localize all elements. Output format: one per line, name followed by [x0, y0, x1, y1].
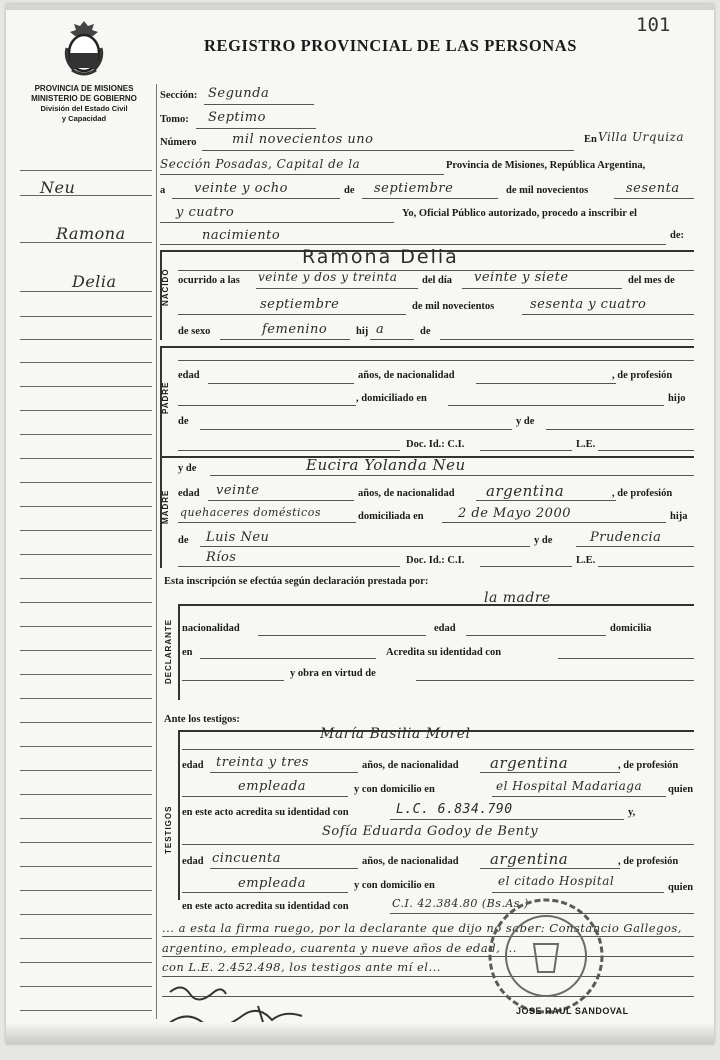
- madre-padre: Luis Neu: [206, 530, 270, 545]
- t1-dom: el Hospital Madariaga: [496, 779, 643, 793]
- padre-hijo-label: hijo: [668, 393, 686, 404]
- hora-value: veinte y dos y treinta: [258, 270, 398, 284]
- de2-label: de: [420, 326, 431, 337]
- t1-edad-label: edad: [182, 760, 204, 771]
- official-seal-icon: [484, 894, 608, 1018]
- notes-text: ... a esta la firma ruego, por la declarante que dijo no saber: Constancio Gallegos, argentino, empleado, cuarenta y nueve años de edad, ...: [162, 921, 682, 955]
- madre-dom: 2 de Mayo 2000: [458, 506, 571, 521]
- sexo-value: femenino: [262, 322, 328, 337]
- decl-en-label: en: [182, 647, 193, 658]
- padre-prof-label: , de profesión: [612, 370, 673, 381]
- numero-value: mil novecientos uno: [232, 132, 374, 147]
- testigo1-name: María Basilia Morel: [320, 726, 471, 742]
- notes-text-2: con L.E. 2.452.498, los testigos ante mí el...: [162, 960, 441, 974]
- ocurrido-label: ocurrido a las: [178, 275, 240, 286]
- coat-of-arms-icon: [62, 18, 106, 76]
- en-label: En: [584, 134, 597, 145]
- declarante-section-label: DECLARANTE: [164, 618, 173, 684]
- officer-name: JOSE RAUL SANDOVAL: [516, 1006, 629, 1016]
- child-name: Ramona Delia: [302, 246, 459, 268]
- margin-header: [18, 84, 150, 124]
- de-label: de: [344, 185, 355, 196]
- de-colon-label: de:: [670, 230, 684, 241]
- de-mil-nov2-label: de mil novecientos: [412, 301, 495, 312]
- padre-dom-label: , domiciliado en: [356, 393, 427, 404]
- t2-acto-label: en este acto acredita su identidad con: [182, 901, 349, 912]
- t1-dom-label: y con domicilio en: [354, 784, 435, 795]
- tomo-label: Tomo:: [160, 114, 189, 125]
- decl-edad-label: edad: [434, 623, 456, 634]
- padre-section-label: PADRE: [161, 381, 170, 414]
- day-text: veinte y ocho: [194, 181, 288, 196]
- place-value: Sección Posadas, Capital de la: [160, 157, 361, 171]
- seccion-label: Sección:: [160, 90, 198, 101]
- padre-y-de-label: y de: [516, 416, 535, 427]
- inscripcion-label: Esta inscripción se efectúa según declaración prestada por:: [164, 576, 429, 587]
- t1-edad: treinta y tres: [216, 755, 310, 770]
- madre-doc-label: Doc. Id.: C.I.: [406, 555, 465, 566]
- padre-de-label: de: [178, 416, 189, 427]
- padre-le-label: L.E.: [576, 439, 596, 450]
- en-value: Villa Urquiza: [598, 130, 685, 144]
- page-title: REGISTRO PROVINCIAL DE LAS PERSONAS: [204, 36, 578, 55]
- testigos-bracket: [178, 730, 180, 900]
- t1-anos-label: años, de nacionalidad: [362, 760, 459, 771]
- madre-hija-label: hija: [670, 511, 688, 522]
- capacity-label: y Capacidad: [61, 114, 107, 123]
- t1-doc: L.C. 6.834.790: [396, 802, 513, 817]
- testigos-section-label: TESTIGOS: [164, 805, 173, 854]
- madre-edad: veinte: [216, 483, 260, 498]
- hij-suffix: a: [376, 322, 385, 337]
- numero-label: Número: [160, 137, 197, 148]
- top-fold: [6, 4, 714, 10]
- page-number: 101: [636, 14, 671, 36]
- dia-value: veinte y siete: [474, 270, 569, 285]
- madre-de-label: de: [178, 535, 189, 546]
- madre-nombre: Eucira Yolanda Neu: [306, 456, 466, 474]
- t2-edad-label: edad: [182, 856, 204, 867]
- t2-dom: el citado Hospital: [498, 874, 615, 888]
- del-mes-label: del mes de: [628, 275, 675, 286]
- madre-y-de-label: y de: [178, 463, 197, 474]
- margin-surname: Neu: [40, 178, 76, 197]
- declarante-value: la madre: [484, 590, 551, 606]
- t2-dom-label: y con domicilio en: [354, 880, 435, 891]
- margin-divider: [156, 84, 157, 1019]
- testigo2-name: Sofía Eduarda Godoy de Benty: [322, 824, 539, 839]
- t2-nac: argentina: [490, 850, 569, 868]
- padre-anos-label: años, de nacionalidad: [358, 370, 455, 381]
- bottom-edge: [6, 1022, 714, 1044]
- t1-prof-label: , de profesión: [618, 760, 679, 771]
- ante-testigos-label: Ante los testigos:: [164, 714, 240, 725]
- birth-certificate-page: [6, 4, 714, 1044]
- t2-doc: C.I. 42.384.80 (Bs.As.): [392, 897, 529, 910]
- decl-domicilia-label: domicilia: [610, 623, 652, 634]
- madre-prof: quehaceres domésticos: [180, 506, 321, 519]
- ministry-label: MINISTERIO DE GOBIERNO: [31, 94, 137, 103]
- margin-name1: Ramona: [56, 224, 126, 243]
- de-sexo-label: de sexo: [178, 326, 211, 337]
- madre-edad-label: edad: [178, 488, 200, 499]
- t2-prof: empleada: [238, 876, 307, 891]
- madre-anos-label: años, de nacionalidad: [358, 488, 455, 499]
- year-text2: y cuatro: [176, 205, 235, 220]
- anio-value: sesenta y cuatro: [530, 297, 647, 312]
- seccion-value: Segunda: [208, 86, 270, 101]
- madre-prof-label: , de profesión: [612, 488, 673, 499]
- de-mil-nov-label: de mil novecientos: [506, 185, 589, 196]
- decl-nac-label: nacionalidad: [182, 623, 240, 634]
- t2-prof-label: , de profesión: [618, 856, 679, 867]
- t2-edad: cincuenta: [212, 851, 282, 866]
- madre-madre2: Ríos: [206, 550, 237, 565]
- t2-anos-label: años, de nacionalidad: [362, 856, 459, 867]
- madre-section-label: MADRE: [161, 489, 170, 524]
- nacido-section-label: NACIDO: [161, 268, 170, 306]
- t1-acto-label: en este acto acredita su identidad con: [182, 807, 349, 818]
- decl-acredita-label: Acredita su identidad con: [386, 647, 502, 658]
- decl-obra-label: y obra en virtud de: [290, 668, 376, 679]
- acto-value: nacimiento: [202, 228, 281, 243]
- madre-nac: argentina: [486, 482, 565, 500]
- year-text: sesenta: [626, 181, 680, 196]
- t1-quien-label: quien: [668, 784, 694, 795]
- yo-oficial-label: Yo, Oficial Público autorizado, procedo a inscribir el: [402, 208, 637, 219]
- madre-madre: Prudencia: [590, 530, 662, 545]
- mes-value: septiembre: [260, 297, 340, 312]
- padre-edad-label: edad: [178, 370, 200, 381]
- t1-prof: empleada: [238, 779, 307, 794]
- del-dia-label: del día: [422, 275, 453, 286]
- hij-label: hij: [356, 326, 369, 337]
- madre-dom-label: domiciliada en: [358, 511, 424, 522]
- tomo-value: Septimo: [208, 110, 266, 125]
- margin-name2: Delia: [72, 272, 117, 291]
- provincia-label: Provincia de Misiones, República Argentina,: [446, 160, 646, 171]
- madre-le-label: L.E.: [576, 555, 596, 566]
- division-label: División del Estado Civil: [40, 104, 128, 113]
- t1-nac: argentina: [490, 754, 569, 772]
- declarante-bracket: [178, 604, 180, 700]
- padre-doc-label: Doc. Id.: C.I.: [406, 439, 465, 450]
- a-label: a: [160, 185, 166, 196]
- madre-y-de2-label: y de: [534, 535, 553, 546]
- province-label: PROVINCIA DE MISIONES: [34, 84, 134, 93]
- t1-y-label: y,: [628, 807, 636, 818]
- month-text: septiembre: [374, 181, 454, 196]
- t2-quien-label: quien: [668, 882, 694, 893]
